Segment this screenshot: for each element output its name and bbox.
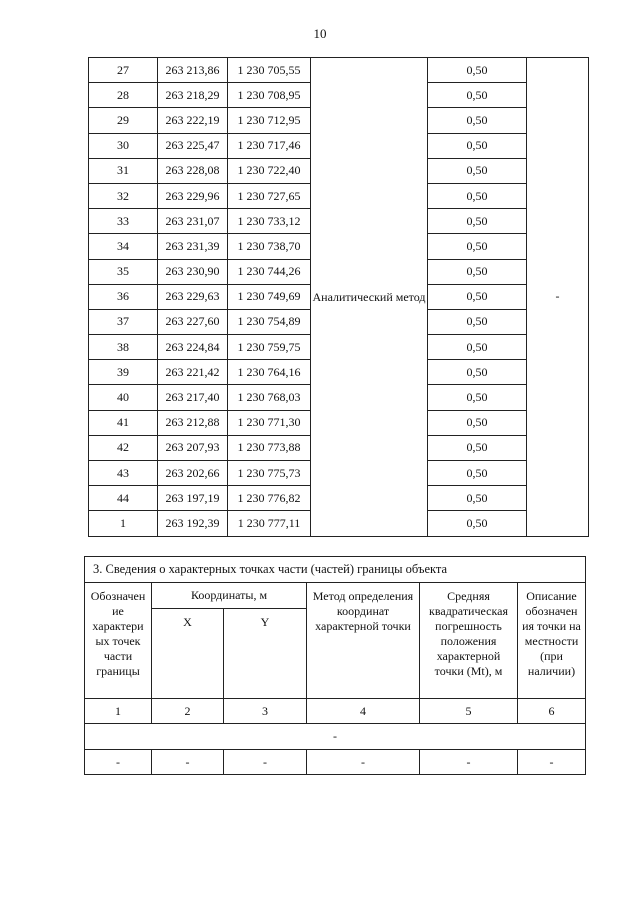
coord-y-cell: 1 230 764,16 — [228, 360, 311, 385]
coord-x-cell: 263 229,96 — [158, 183, 228, 208]
coord-y-cell: 1 230 759,75 — [228, 335, 311, 360]
header-accuracy: Средняя квадратическая погрешность положения характерной точки (Mt), м — [420, 583, 518, 699]
accuracy-cell: 0,50 — [428, 511, 527, 536]
column-number: 5 — [420, 699, 518, 724]
accuracy-cell: 0,50 — [428, 83, 527, 108]
coord-y-cell: 1 230 733,12 — [228, 209, 311, 234]
coord-y-cell: 1 230 712,95 — [228, 108, 311, 133]
accuracy-cell: 0,50 — [428, 259, 527, 284]
boundary-points-table — [88, 57, 589, 537]
coord-x-cell: 263 213,86 — [158, 58, 228, 83]
point-number-cell: 40 — [89, 385, 158, 410]
point-number-cell: 29 — [89, 108, 158, 133]
accuracy-cell: 0,50 — [428, 486, 527, 511]
point-number-cell: 44 — [89, 486, 158, 511]
coord-y-cell: 1 230 749,69 — [228, 284, 311, 309]
coord-x-cell: 263 212,88 — [158, 410, 228, 435]
coord-x-cell: 263 192,39 — [158, 511, 228, 536]
table-cell: - — [307, 750, 420, 775]
header-coordinates: Координаты, м — [152, 583, 307, 609]
accuracy-cell: 0,50 — [428, 385, 527, 410]
coord-x-cell: 263 207,93 — [158, 435, 228, 460]
column-number: 3 — [224, 699, 307, 724]
table-cell: - — [224, 750, 307, 775]
coord-y-cell: 1 230 768,03 — [228, 385, 311, 410]
coord-y-cell: 1 230 705,55 — [228, 58, 311, 83]
coord-y-cell: 1 230 773,88 — [228, 435, 311, 460]
header-point-designation: Обозначен ие характери ых точек части границы — [85, 583, 152, 699]
boundary-points-body — [89, 58, 589, 537]
coord-y-cell: 1 230 777,11 — [228, 511, 311, 536]
coord-x-cell: 263 225,47 — [158, 133, 228, 158]
coord-y-cell: 1 230 717,46 — [228, 133, 311, 158]
method-cell: Аналитический метод — [311, 58, 428, 537]
accuracy-cell: 0,50 — [428, 461, 527, 486]
accuracy-cell: 0,50 — [428, 108, 527, 133]
header-y: Y — [224, 609, 307, 699]
point-number-cell: 35 — [89, 259, 158, 284]
coord-x-cell: 263 224,84 — [158, 335, 228, 360]
accuracy-cell: 0,50 — [428, 435, 527, 460]
table-cell: - — [420, 750, 518, 775]
point-number-cell: 1 — [89, 511, 158, 536]
coord-x-cell: 263 230,90 — [158, 259, 228, 284]
point-number-cell: 31 — [89, 158, 158, 183]
coord-x-cell: 263 221,42 — [158, 360, 228, 385]
coord-y-cell: 1 230 776,82 — [228, 486, 311, 511]
coord-y-cell: 1 230 708,95 — [228, 83, 311, 108]
point-number-cell: 36 — [89, 284, 158, 309]
accuracy-cell: 0,50 — [428, 58, 527, 83]
header-description: Описание обозначен ия точки на местности (при наличии) — [518, 583, 586, 699]
column-number: 1 — [85, 699, 152, 724]
coord-x-cell: 263 197,19 — [158, 486, 228, 511]
coord-y-cell: 1 230 775,73 — [228, 461, 311, 486]
table-cell: - — [85, 750, 152, 775]
accuracy-cell: 0,50 — [428, 158, 527, 183]
part-points-table — [84, 556, 586, 775]
point-number-cell: 27 — [89, 58, 158, 83]
table-row — [89, 58, 589, 83]
coord-x-cell: 263 222,19 — [158, 108, 228, 133]
coord-y-cell: 1 230 744,26 — [228, 259, 311, 284]
point-number-cell: 33 — [89, 209, 158, 234]
point-number-cell: 34 — [89, 234, 158, 259]
coord-y-cell: 1 230 727,65 — [228, 183, 311, 208]
point-number-cell: 43 — [89, 461, 158, 486]
section-title: 3. Сведения о характерных точках части (частей) границы объекта — [85, 557, 586, 583]
table-cell: - — [152, 750, 224, 775]
column-number: 2 — [152, 699, 224, 724]
coord-x-cell: 263 229,63 — [158, 284, 228, 309]
coord-y-cell: 1 230 771,30 — [228, 410, 311, 435]
point-number-cell: 37 — [89, 309, 158, 334]
accuracy-cell: 0,50 — [428, 335, 527, 360]
coord-x-cell: 263 231,07 — [158, 209, 228, 234]
coord-x-cell: 263 217,40 — [158, 385, 228, 410]
coord-y-cell: 1 230 754,89 — [228, 309, 311, 334]
point-number-cell: 38 — [89, 335, 158, 360]
coord-x-cell: 263 228,08 — [158, 158, 228, 183]
coord-y-cell: 1 230 738,70 — [228, 234, 311, 259]
accuracy-cell: 0,50 — [428, 209, 527, 234]
column-number: 4 — [307, 699, 420, 724]
coord-y-cell: 1 230 722,40 — [228, 158, 311, 183]
accuracy-cell: 0,50 — [428, 410, 527, 435]
point-number-cell: 42 — [89, 435, 158, 460]
point-number-cell: 41 — [89, 410, 158, 435]
coord-x-cell: 263 202,66 — [158, 461, 228, 486]
point-number-cell: 30 — [89, 133, 158, 158]
coord-x-cell: 263 227,60 — [158, 309, 228, 334]
empty-row: - — [85, 724, 586, 750]
accuracy-cell: 0,50 — [428, 183, 527, 208]
coord-x-cell: 263 231,39 — [158, 234, 228, 259]
point-number-cell: 28 — [89, 83, 158, 108]
accuracy-cell: 0,50 — [428, 284, 527, 309]
column-number: 6 — [518, 699, 586, 724]
description-cell: - — [527, 58, 589, 537]
point-number-cell: 39 — [89, 360, 158, 385]
coord-x-cell: 263 218,29 — [158, 83, 228, 108]
accuracy-cell: 0,50 — [428, 234, 527, 259]
table-cell: - — [518, 750, 586, 775]
accuracy-cell: 0,50 — [428, 133, 527, 158]
accuracy-cell: 0,50 — [428, 360, 527, 385]
page-number: 10 — [313, 26, 327, 41]
point-number-cell: 32 — [89, 183, 158, 208]
header-x: X — [152, 609, 224, 699]
header-method: Метод определения координат характерной точки — [307, 583, 420, 699]
accuracy-cell: 0,50 — [428, 309, 527, 334]
